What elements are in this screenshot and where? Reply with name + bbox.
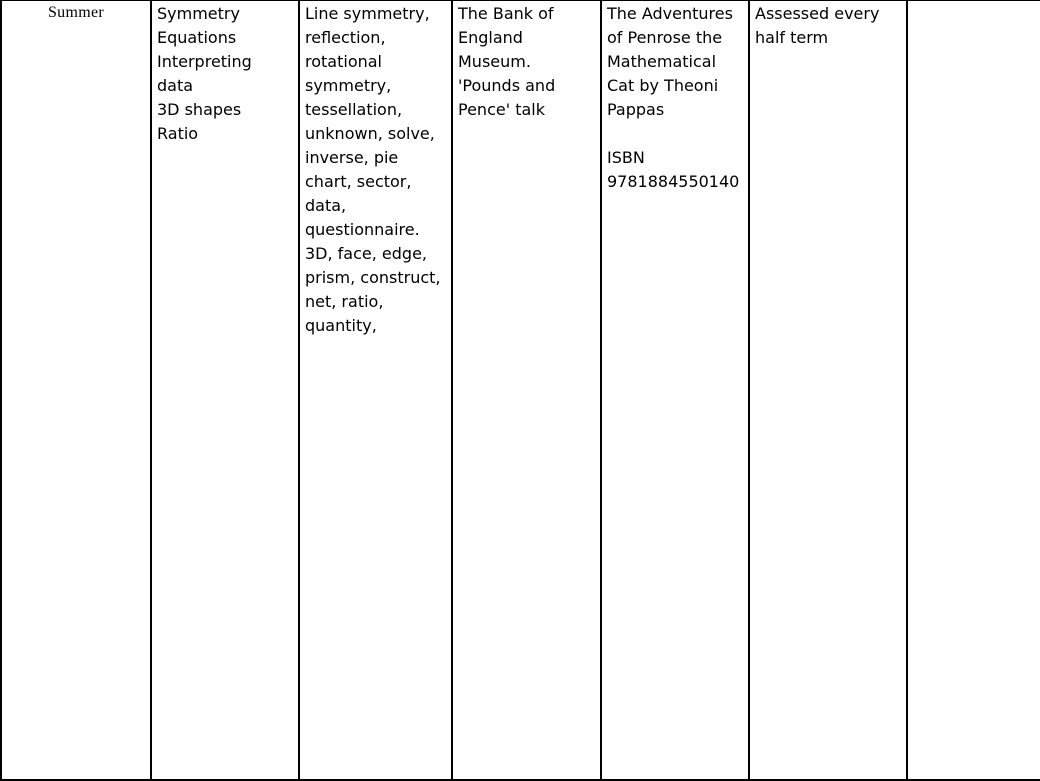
book-title-line: Pappas <box>607 100 665 119</box>
topic-line: Symmetry <box>157 4 240 23</box>
term-label: Summer <box>47 4 105 21</box>
topic-line: Equations <box>157 28 237 47</box>
topic-line: Interpreting <box>157 52 252 71</box>
vocabulary-line: 3D, face, edge, <box>305 244 428 263</box>
enrichment-line: The Bank of <box>458 4 554 23</box>
book-title-line: Mathematical <box>607 52 717 71</box>
enrichment-cell <box>452 0 601 780</box>
assessment-cell <box>749 0 907 780</box>
vocabulary-line: chart, sector, <box>305 172 412 191</box>
topic-line: Ratio <box>157 124 199 143</box>
vocabulary-line: prism, construct, <box>305 268 441 287</box>
vocabulary-line: inverse, pie <box>305 148 399 167</box>
isbn-label: ISBN <box>607 148 645 167</box>
paragraph-spacer <box>607 122 746 146</box>
reading-cell <box>601 0 749 780</box>
topics-cell <box>151 0 299 780</box>
vocabulary-line: questionnaire. <box>305 220 420 239</box>
enrichment-line: Pence' talk <box>458 100 545 119</box>
enrichment-line: 'Pounds and <box>458 76 556 95</box>
isbn-number: 9781884550140 <box>607 172 740 191</box>
enrichment-line: England <box>458 28 523 47</box>
book-title-line: Cat by Theoni <box>607 76 719 95</box>
vocabulary-line: unknown, solve, <box>305 124 435 143</box>
vocabulary-cell <box>299 0 452 780</box>
vocabulary-line: tessellation, <box>305 100 403 119</box>
vocabulary-line: symmetry, <box>305 76 392 95</box>
vocabulary-line: data, <box>305 196 347 215</box>
assessment-line: Assessed every <box>755 4 880 23</box>
topic-line: data <box>157 76 194 95</box>
vocabulary-line: net, ratio, <box>305 292 384 311</box>
notes-cell <box>907 0 1040 780</box>
vocabulary-line: rotational <box>305 52 382 71</box>
term-cell <box>1 0 151 780</box>
table-row <box>1 0 1040 780</box>
book-title-line: The Adventures <box>607 4 733 23</box>
vocabulary-line: Line symmetry, <box>305 4 430 23</box>
book-title-line: of Penrose the <box>607 28 723 47</box>
enrichment-line: Museum. <box>458 52 531 71</box>
assessment-line: half term <box>755 28 829 47</box>
vocabulary-line: quantity, <box>305 316 377 335</box>
topic-line: 3D shapes <box>157 100 242 119</box>
vocabulary-line: reflection, <box>305 28 386 47</box>
